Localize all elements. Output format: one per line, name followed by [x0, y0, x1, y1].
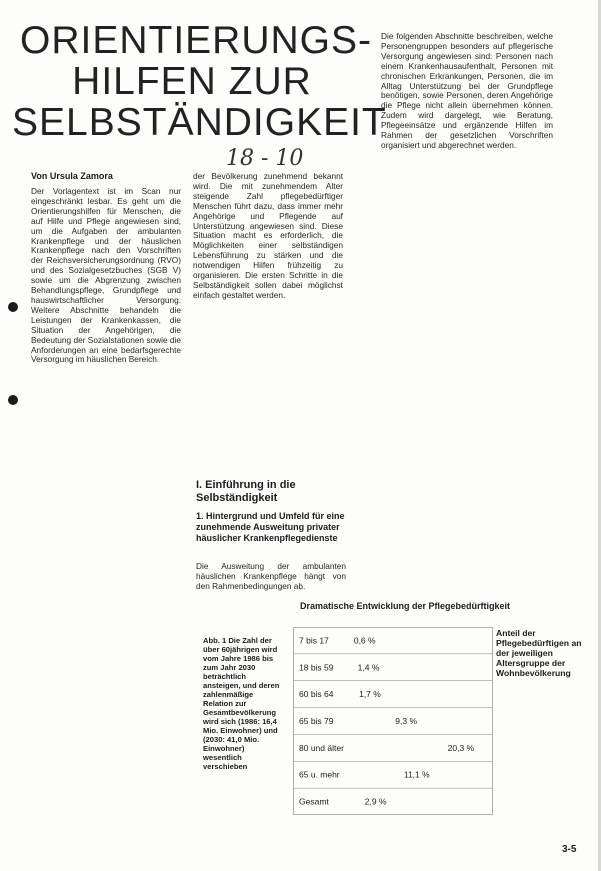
- value-label: 2,9 %: [364, 796, 387, 807]
- column-2b-text: Die Ausweitung der ambulanten häuslichen Krankenpflege hängt von den Rahmenbedingungen ab.: [196, 561, 346, 591]
- category-label: Gesamt: [299, 796, 329, 807]
- page-number: 3-5: [562, 844, 577, 855]
- body-column-2-continued: [196, 562, 346, 592]
- value-label: 1,7 %: [359, 689, 381, 700]
- value-label: 20,3 %: [447, 742, 475, 753]
- title-line-3: SELBSTÄNDIGKEIT: [12, 101, 387, 144]
- column-3-text: Die folgenden Abschnitte beschreiben, welche Personengruppen besonders auf pflegerische Versorgung angewiesen sind: Personen nach einem Krankenhausaufenthalt, Personen mit chronischen Erkrankungen, Personen, die im Alltag Unterstützung bei der Grundpflege benötigen, sowie Personen, deren Angehörige die Pflege nicht allein übernehmen können. Zudem wird dargelegt, wie Beratung, Pflegeeinsätze und ergänzende Hilfen im Rahmen der gesetzlichen Vorschriften organisiert und abgerechnet werden.: [381, 31, 553, 150]
- author-line: Von Ursula Zamora: [31, 171, 113, 181]
- body-column-3: [381, 32, 553, 151]
- title-line-2: HILFEN ZUR: [72, 60, 312, 103]
- article-title: [12, 19, 387, 144]
- subsection-heading: 1. Hintergrund und Umfeld für eine zunehmende Ausweitung privater häuslicher Krankenpflegedienste: [196, 511, 345, 543]
- column-2-text: der Bevölkerung zunehmend bekannt wird. Die mit zunehmendem Alter steigende Zahl pflegebedürftiger Menschen führt dazu, dass immer mehr Angehörige und Pflegende auf Unterstützung angewiesen sind. Diese Situation macht es erforderlich, die Möglichkeiten einer selbständigen Lebensführung zu stärken und die notwendigen Hilfen frühzeitig zu organisieren. Die ersten Schritte in die Selbständigkeit sollen dabei möglichst einfach gestaltet werden.: [193, 171, 343, 300]
- punch-hole: [8, 395, 18, 405]
- value-label: 1,4 %: [357, 662, 380, 673]
- section-heading: I. Einführung in die Selbständigkeit: [196, 479, 296, 504]
- chart-title: Dramatische Entwicklung der Pflegebedürftigkeit: [300, 601, 511, 611]
- body-column-2: [193, 172, 343, 301]
- category-label: 65 u. mehr: [299, 769, 340, 780]
- category-label: 7 bis 17: [299, 635, 329, 646]
- chart-legend-text: Anteil der Pflegebedürftigen an der jeweiligen Altersgruppe der Wohnbevölkerung: [496, 628, 582, 678]
- body-column-1: [31, 187, 181, 365]
- title-line-1: ORIENTIERUNGS-: [20, 19, 373, 62]
- care-dependency-chart: [293, 627, 493, 815]
- chart-svg: [293, 627, 493, 815]
- value-label: 11,1 %: [403, 769, 430, 780]
- handwritten-note: 18 - 10: [226, 146, 304, 171]
- category-label: 80 und älter: [299, 742, 344, 753]
- punch-hole: [8, 302, 18, 312]
- category-label: 18 bis 59: [299, 662, 334, 673]
- value-label: 9,3 %: [395, 716, 418, 726]
- category-label: 60 bis 64: [299, 689, 334, 700]
- category-label: 65 bis 79: [299, 716, 334, 726]
- column-1-text: Der Vorlagentext ist im Scan nur eingeschränkt lesbar. Es geht um die Orientierungshilfen für Menschen, die auf Hilfe und Pflege angewiesen sind, um die Aufgaben der ambulanten Krankenpflege und der häuslichen Krankenpflege nach den Vorschriften der Reichsversicherungsordnung (RVO) und des Sozialgesetzbuches (SGB V) sowie um die Abgrenzung zwischen Behandlungspflege, Grundpflege und hauswirtschaftlicher Versorgung. Weitere Abschnitte behandeln die Leistungen der Krankenkassen, die Situation der Angehörigen, die Bedeutung der Sozialstationen sowie die Anforderungen an eine bedarfsgerechte Versorgung im häuslichen Bereich.: [31, 186, 181, 365]
- figure-caption: Abb. 1 Die Zahl der über 60jährigen wird vom Jahre 1986 bis zum Jahr 2030 beträchtlich ansteigen, und deren zahlenmäßige Relation zur Gesamtbevölkerung wird sich (1986: 16,4 Mio. Einwohner) und (2030: 41,0 Mio. Einwohner) wesentlich verschieben: [203, 636, 280, 771]
- value-label: 0,6 %: [353, 635, 376, 646]
